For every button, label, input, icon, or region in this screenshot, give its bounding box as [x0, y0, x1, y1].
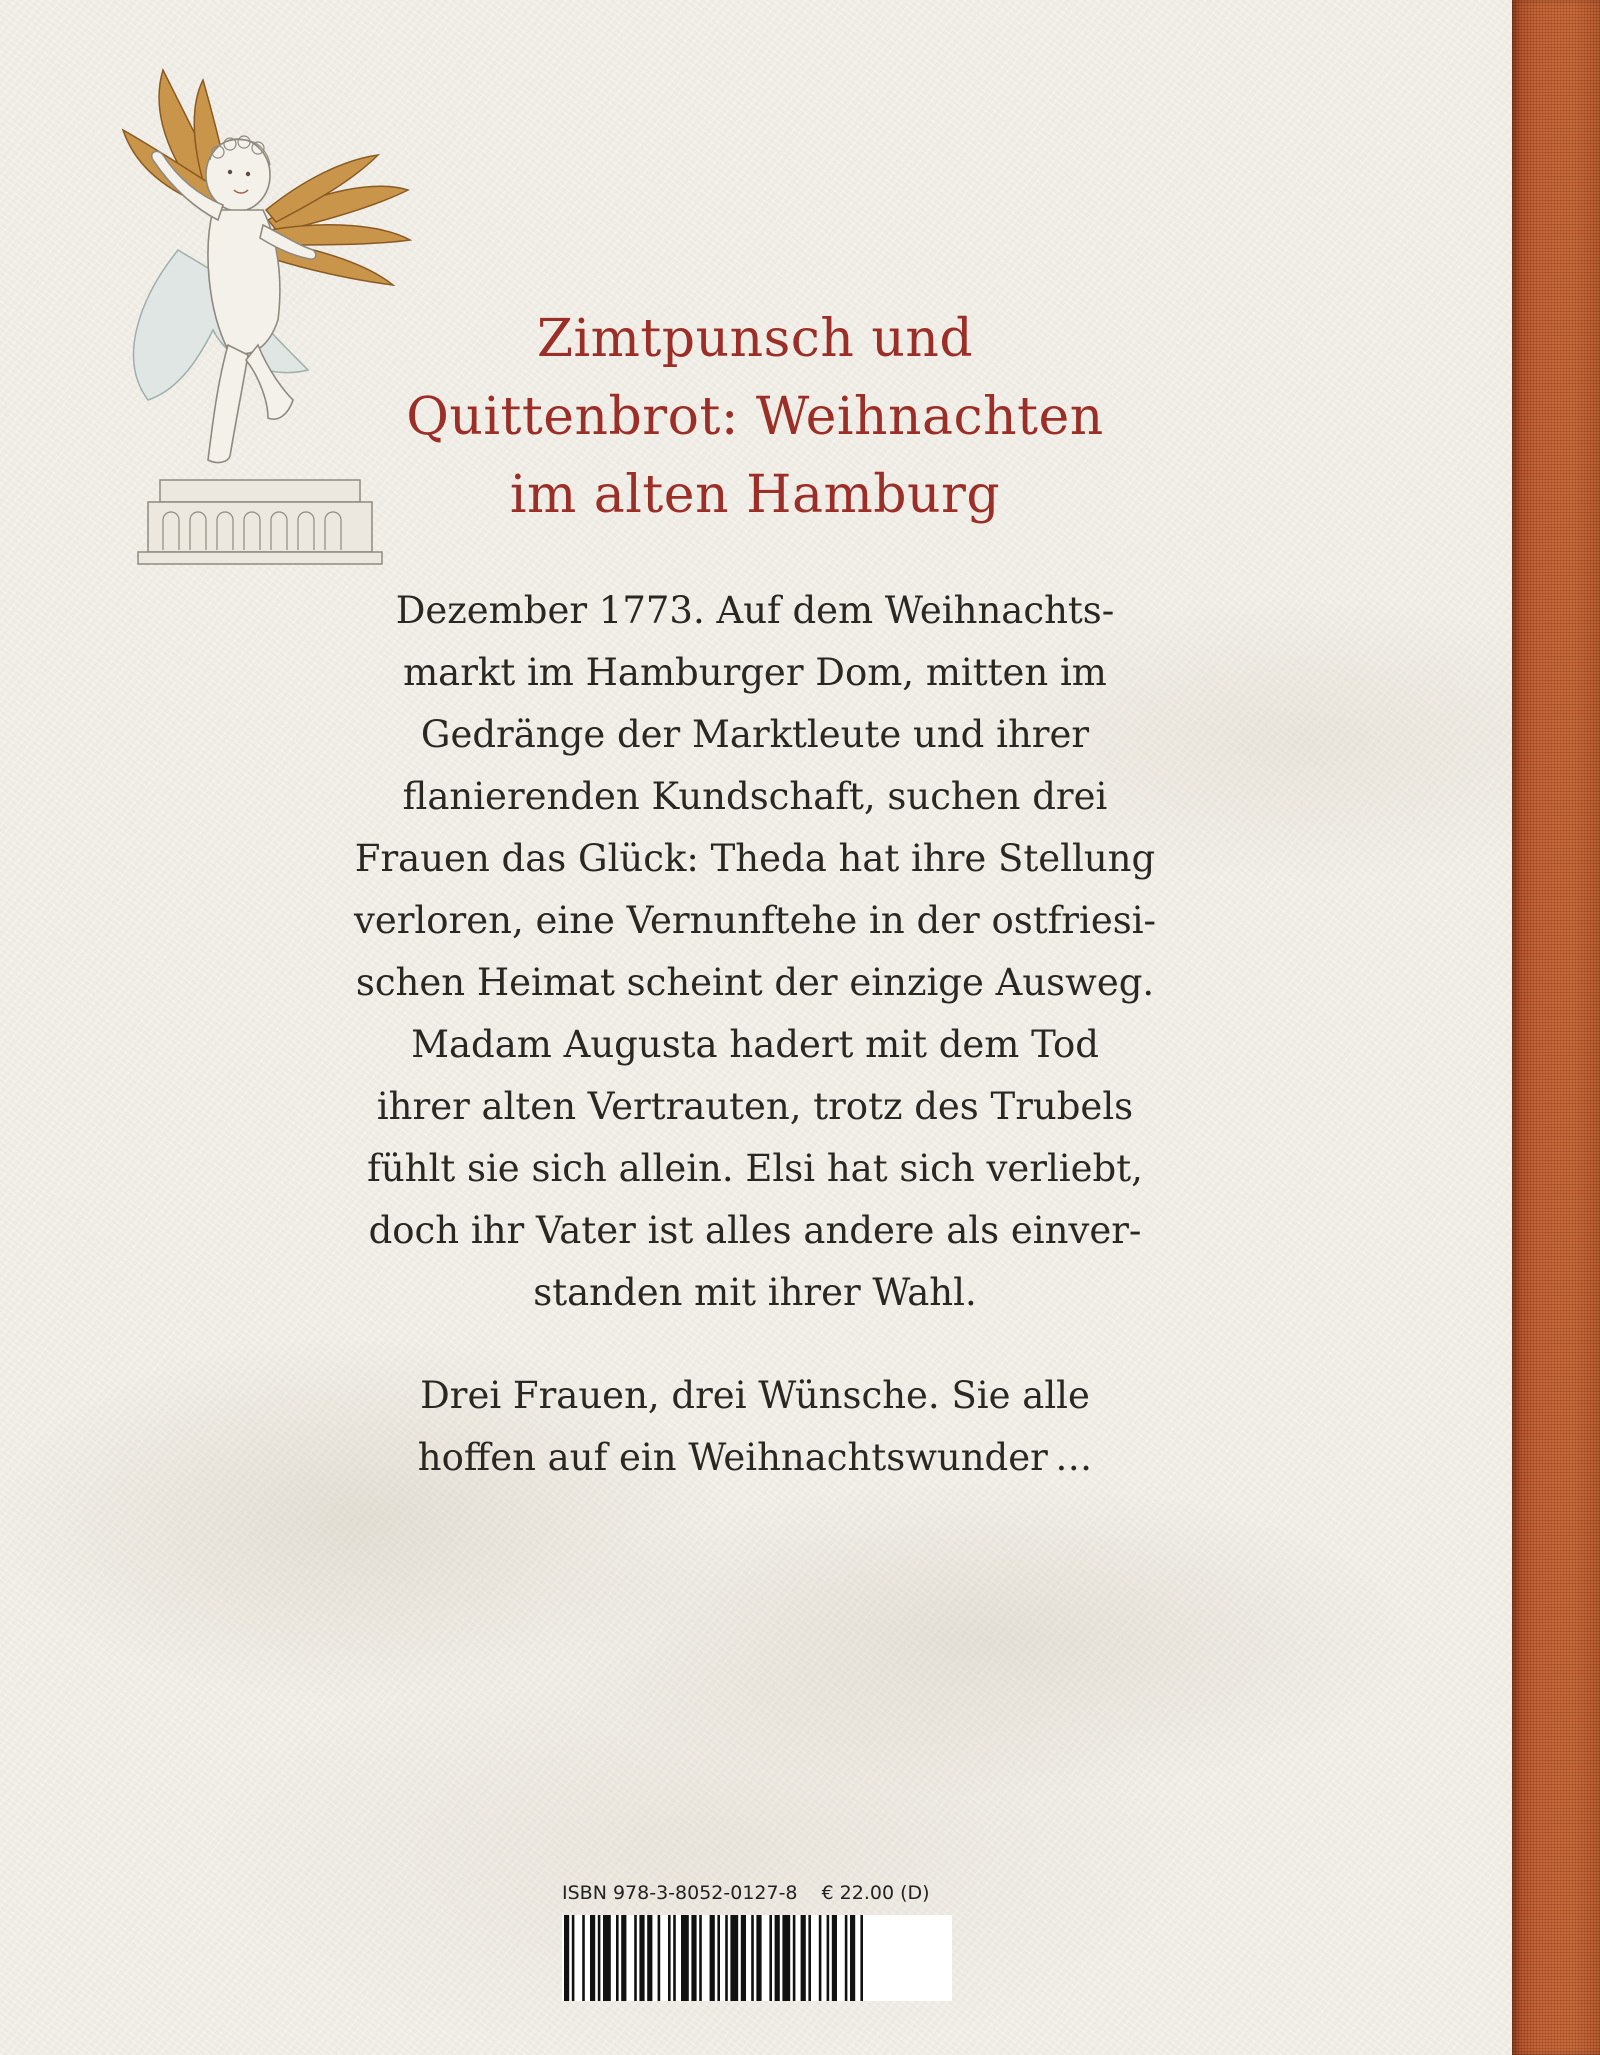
- blurb-line: Dezember 1773. Auf dem Weihnachts-: [395, 589, 1115, 632]
- title-line: Quittenbrot: Weihnachten: [406, 387, 1104, 447]
- blurb-line: Frauen das Glück: Theda hat ihre Stellung: [354, 837, 1156, 880]
- teaser-paragraph: [300, 1365, 1210, 1489]
- title-line: im alten Hamburg: [509, 465, 1001, 525]
- blurb-line: doch ihr Vater ist alles andere als einver-: [368, 1209, 1142, 1252]
- blurb-line: verloren, eine Vernunftehe in der ostfriesi-: [353, 899, 1157, 942]
- barcode-icon: [562, 1915, 952, 2001]
- blurb-line: ihrer alten Vertrauten, trotz des Trubels: [376, 1085, 1134, 1128]
- blurb-line: fühlt sie sich allein. Elsi hat sich verliebt,: [367, 1147, 1143, 1190]
- linen-spine: [1512, 0, 1600, 2055]
- book-title: [330, 300, 1180, 534]
- blurb-line: Madam Augusta hadert mit dem Tod: [411, 1023, 1099, 1066]
- blurb-line: markt im Hamburger Dom, mitten im: [403, 651, 1107, 694]
- isbn-number: ISBN 978-3-8052-0127-8: [562, 1882, 798, 1904]
- blurb-line: standen mit ihrer Wahl.: [533, 1271, 977, 1314]
- teaser-line: Drei Frauen, drei Wünsche. Sie alle: [420, 1374, 1090, 1417]
- title-line: Zimtpunsch und: [536, 309, 974, 369]
- blurb-paragraph: [300, 580, 1210, 1324]
- teaser-line: hoffen auf ein Weihnachtswunder …: [417, 1436, 1093, 1479]
- blurb-line: schen Heimat scheint der einzige Ausweg.: [355, 961, 1155, 1004]
- price-label: € 22.00 (D): [821, 1882, 930, 1904]
- blurb-line: flanierenden Kundschaft, suchen drei: [402, 775, 1108, 818]
- isbn-price-line: [562, 1882, 962, 1904]
- blurb-line: Gedränge der Marktleute und ihrer: [420, 713, 1090, 756]
